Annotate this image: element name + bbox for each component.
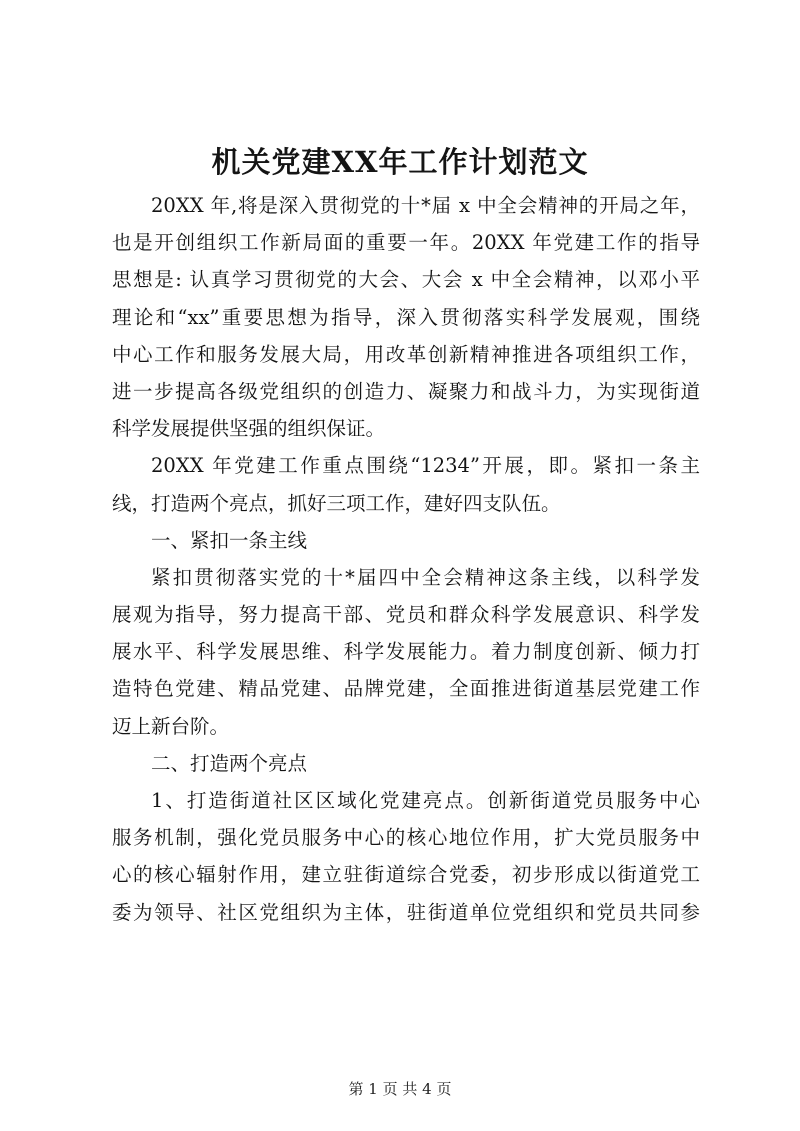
paragraph-line: 20XX 年,将是深入贯彻党的十*届 x 中全会精神的开局之年， <box>151 194 700 217</box>
page-footer: 第 1 页 共 4 页 <box>348 1080 452 1098</box>
paragraph-line: 1、打造街道社区区域化党建亮点。创新街道党员服务中心 <box>151 789 700 812</box>
paragraph-line: 服务机制，强化党员服务中心的核心地位作用，扩大党员服务中 <box>112 826 700 850</box>
paragraph-line: 20XX 年党建工作重点围绕“1234”开展，即。紧扣一条主 <box>151 454 700 478</box>
paragraph-line: 中心工作和服务发展大局，用改革创新精神推进各项组织工作， <box>112 342 700 366</box>
paragraph-line: 线，打造两个亮点，抓好三项工作，建好四支队伍。 <box>112 491 561 515</box>
document-body <box>112 187 700 931</box>
paragraph-line: 造特色党建、精品党建、品牌党建，全面推进街道基层党建工作 <box>112 677 700 701</box>
paragraph-line: 迈上新台阶。 <box>112 714 230 738</box>
paragraph-line: 展观为指导，努力提高干部、党员和群众科学发展意识、科学发 <box>112 603 700 627</box>
section-heading: 一、紧扣一条主线 <box>151 528 308 552</box>
document-title: 机关党建XX年工作计划范文 <box>211 145 589 179</box>
paragraph-line: 科学发展提供坚强的组织保证。 <box>112 417 386 441</box>
paragraph-line: 思想是: 认真学习贯彻党的大会、大会 x 中全会精神，以邓小平 <box>112 268 700 292</box>
paragraph-line: 展水平、科学发展思维、科学发展能力。着力制度创新、倾力打 <box>112 640 700 664</box>
paragraph-line: 进一步提高各级党组织的创造力、凝聚力和战斗力，为实现街道 <box>112 379 700 403</box>
section-heading: 二、打造两个亮点 <box>151 751 308 775</box>
paragraph-line: 紧扣贯彻落实党的十*届四中全会精神这条主线，以科学发 <box>151 565 700 589</box>
paragraph-line: 理论和“xx”重要思想为指导，深入贯彻落实科学发展观，围绕 <box>112 305 700 329</box>
paragraph-line: 也是开创组织工作新局面的重要一年。20XX 年党建工作的指导 <box>112 231 700 255</box>
paragraph-line: 委为领导、社区党组织为主体，驻街道单位党组织和党员共同参 <box>112 900 700 924</box>
paragraph-line: 心的核心辐射作用，建立驻街道综合党委，初步形成以街道党工 <box>112 863 700 887</box>
